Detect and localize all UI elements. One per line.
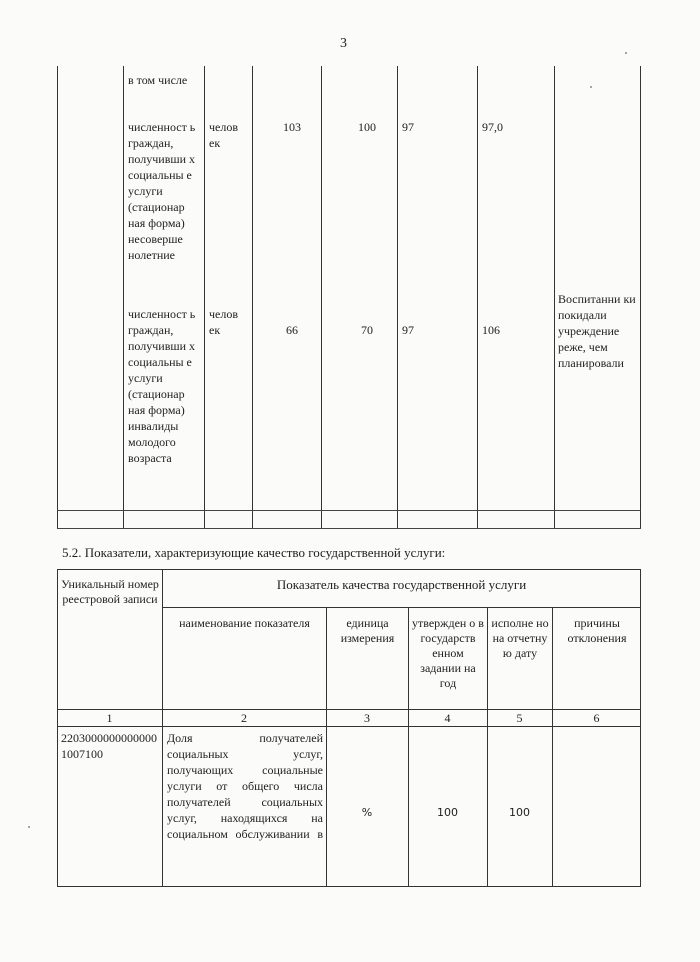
page-number: 3 (340, 36, 347, 51)
table-border (123, 66, 124, 529)
services-volume-table (57, 66, 641, 529)
column-number: 3 (364, 711, 370, 725)
column-number: 1 (106, 711, 113, 725)
table-border (397, 66, 398, 529)
table-cell: 97,0 (482, 120, 503, 134)
table-cell: 103 (283, 120, 301, 134)
column-number: 6 (593, 711, 600, 725)
column-header: единица измерения (340, 616, 395, 645)
indicator-name: Доля получателей социальных услуг, получающих социальные услуги от общего числа получателей социальных услуг, находящихся на социальном обслуживании в (167, 731, 323, 841)
table-border (204, 66, 205, 529)
table-border (321, 66, 322, 529)
table-cell: челов ек (209, 120, 239, 150)
table-cell: 97 (402, 323, 414, 337)
registry-number: 22030000000000001007100 (61, 731, 157, 761)
table-cell: челов ек (209, 307, 239, 337)
table-border (57, 66, 58, 529)
scan-speck (28, 826, 30, 828)
table-cell: 66 (286, 323, 298, 337)
column-header: исполне но на отчетну ю дату (491, 616, 549, 660)
executed-value: 100 (509, 806, 530, 819)
section-heading: 5.2. Показатели, характеризующие качество государственной услуги: (62, 545, 446, 560)
column-number: 4 (444, 711, 451, 725)
column-number: 2 (241, 711, 247, 725)
unit-of-measure: % (361, 806, 373, 819)
table-border (554, 66, 555, 529)
table-border (640, 66, 641, 529)
table-cell: численност ь граждан, получивши х социальны е услуги (стационар ная форма) несоверше нолетние (128, 120, 196, 262)
column-header: наименование показателя (179, 616, 310, 630)
column-header: Показатель качества государственной услуги (276, 577, 527, 592)
scan-speck (590, 86, 592, 88)
table-cell: численност ь граждан, получивши х социальны е услуги (стационар ная форма) инвалиды молодого возраста (128, 307, 196, 465)
column-number: 5 (516, 711, 523, 725)
table-border (57, 510, 641, 511)
column-header: причины отклонения (567, 616, 627, 645)
column-header: Уникальный номер реестровой записи (61, 577, 159, 606)
table-border (57, 528, 641, 529)
approved-value: 100 (437, 806, 458, 819)
scan-speck (625, 52, 627, 54)
table-cell: 100 (358, 120, 376, 134)
table-cell: 106 (482, 323, 500, 337)
column-header: утвержден о в государств енном задании на год (412, 616, 484, 690)
table-cell: 97 (402, 120, 414, 134)
table-cell: в том числе (128, 73, 188, 87)
table-border (252, 66, 253, 529)
table-border (477, 66, 478, 529)
quality-indicators-table (57, 569, 641, 887)
table-cell: Воспитанни ки покидали учреждение реже, чем планировали (558, 292, 636, 370)
table-cell: 70 (361, 323, 373, 337)
